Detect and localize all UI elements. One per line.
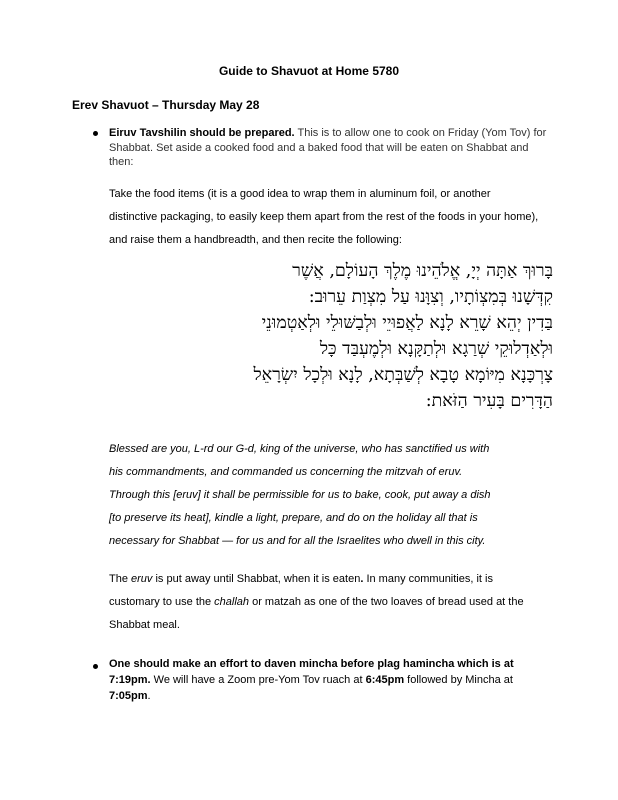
text: In many communities, it is — [363, 573, 493, 585]
italic-term: challah — [214, 596, 250, 608]
translation-line: necessary for Shabbat — for us and for all the Israelites who dwell in this city. — [109, 535, 486, 547]
translation-line: Through this [eruv] it shall be permissible for us to bake, cook, put away a dish — [109, 489, 491, 501]
hebrew-line: וּלְאַדְלוּקֵי שְׁרַגָא וּלְתַקָּנָא וּלְמֶעְבַּד כָּל — [319, 339, 553, 359]
instructions-line: distinctive packaging, to easily keep them apart from the rest of the foods in your home), — [109, 211, 539, 223]
hebrew-line: קִדְּשָׁנוּ בְּמִצְוֹתָיו, וְצִוָּנוּ עַל מִצְוַת עֵרוּב: — [308, 287, 553, 307]
bullet-2 — [93, 664, 98, 669]
bullet-1 — [93, 131, 98, 136]
eruv-note-line: Shabbat meal. — [109, 619, 180, 631]
document-title: Guide to Shavuot at Home 5780 — [218, 64, 400, 78]
hebrew-line: צָרְכָּנָא מִיּוֹמָא טָבָא לְשַׁבְּתָא, לָנָא וּלְכָל יִשְׂרָאֵל — [253, 365, 553, 385]
mincha-paragraph — [109, 656, 549, 704]
eiruv-paragraph — [109, 126, 549, 170]
text: is put away until Shabbat, when it is eaten — [152, 573, 361, 585]
instructions-paragraph — [109, 183, 549, 252]
eiruv-lead: Eiruv Tavshilin should be prepared. — [109, 127, 295, 139]
hebrew-blessing — [218, 258, 553, 414]
bold-period: . — [360, 573, 364, 585]
mincha-lead: One should make an effort to daven mincha before plag hamincha which is at 7:19pm. — [109, 658, 514, 686]
text: We will have a Zoom pre-Yom Tov ruach at — [150, 674, 366, 686]
eiruv-description: This is to allow one to cook on Friday (Yom Tov) for Shabbat. Set aside a cooked food and a baked food that will be eaten on Shabbat and then: — [109, 127, 547, 168]
eruv-note-paragraph — [109, 568, 549, 637]
section-heading: Erev Shavuot – Thursday May 28 — [72, 98, 260, 112]
eruv-note-line — [109, 568, 549, 591]
instructions-line: Take the food items (it is a good idea to wrap them in aluminum foil, or another — [109, 188, 491, 200]
ruach-time: 6:45pm — [365, 674, 405, 686]
translation-line: Blessed are you, L-rd our G-d, king of the universe, who has sanctified us with — [109, 443, 490, 455]
translation-line: his commandments, and commanded us concerning the mitzvah of eruv. — [109, 466, 463, 478]
hebrew-line: בָּרוּךְ אַתָּה יְיָ, אֱלֹהֵינוּ מֶלֶךְ הָעוֹלָם, אֲשֶׁר — [292, 261, 553, 281]
eruv-note-line — [109, 591, 549, 614]
instructions-line: and raise them a handbreadth, and then recite the following: — [109, 234, 402, 246]
hebrew-line: הַדָּרִים בָּעִיר הַזֹּאת: — [425, 391, 553, 411]
hebrew-line: בַּדִין יְהֵא שָׁרֵא לָנָא לַאֲפוּיֵי וּלְבַשּׁוּלֵי וּלְאַטְמוּנֵי — [261, 313, 553, 333]
blessing-translation — [109, 438, 549, 553]
text: . — [147, 690, 151, 702]
text: or matzah as one of the two loaves of bread used at the — [249, 596, 524, 608]
text: customary to use the — [109, 596, 215, 608]
text: The — [109, 573, 132, 585]
italic-term: eruv — [131, 573, 153, 585]
text: followed by Mincha at — [404, 674, 513, 686]
mincha-time: 7:05pm — [109, 690, 148, 702]
translation-line: [to preserve its heat], kindle a light, prepare, and do on the holiday all that is — [109, 512, 478, 524]
